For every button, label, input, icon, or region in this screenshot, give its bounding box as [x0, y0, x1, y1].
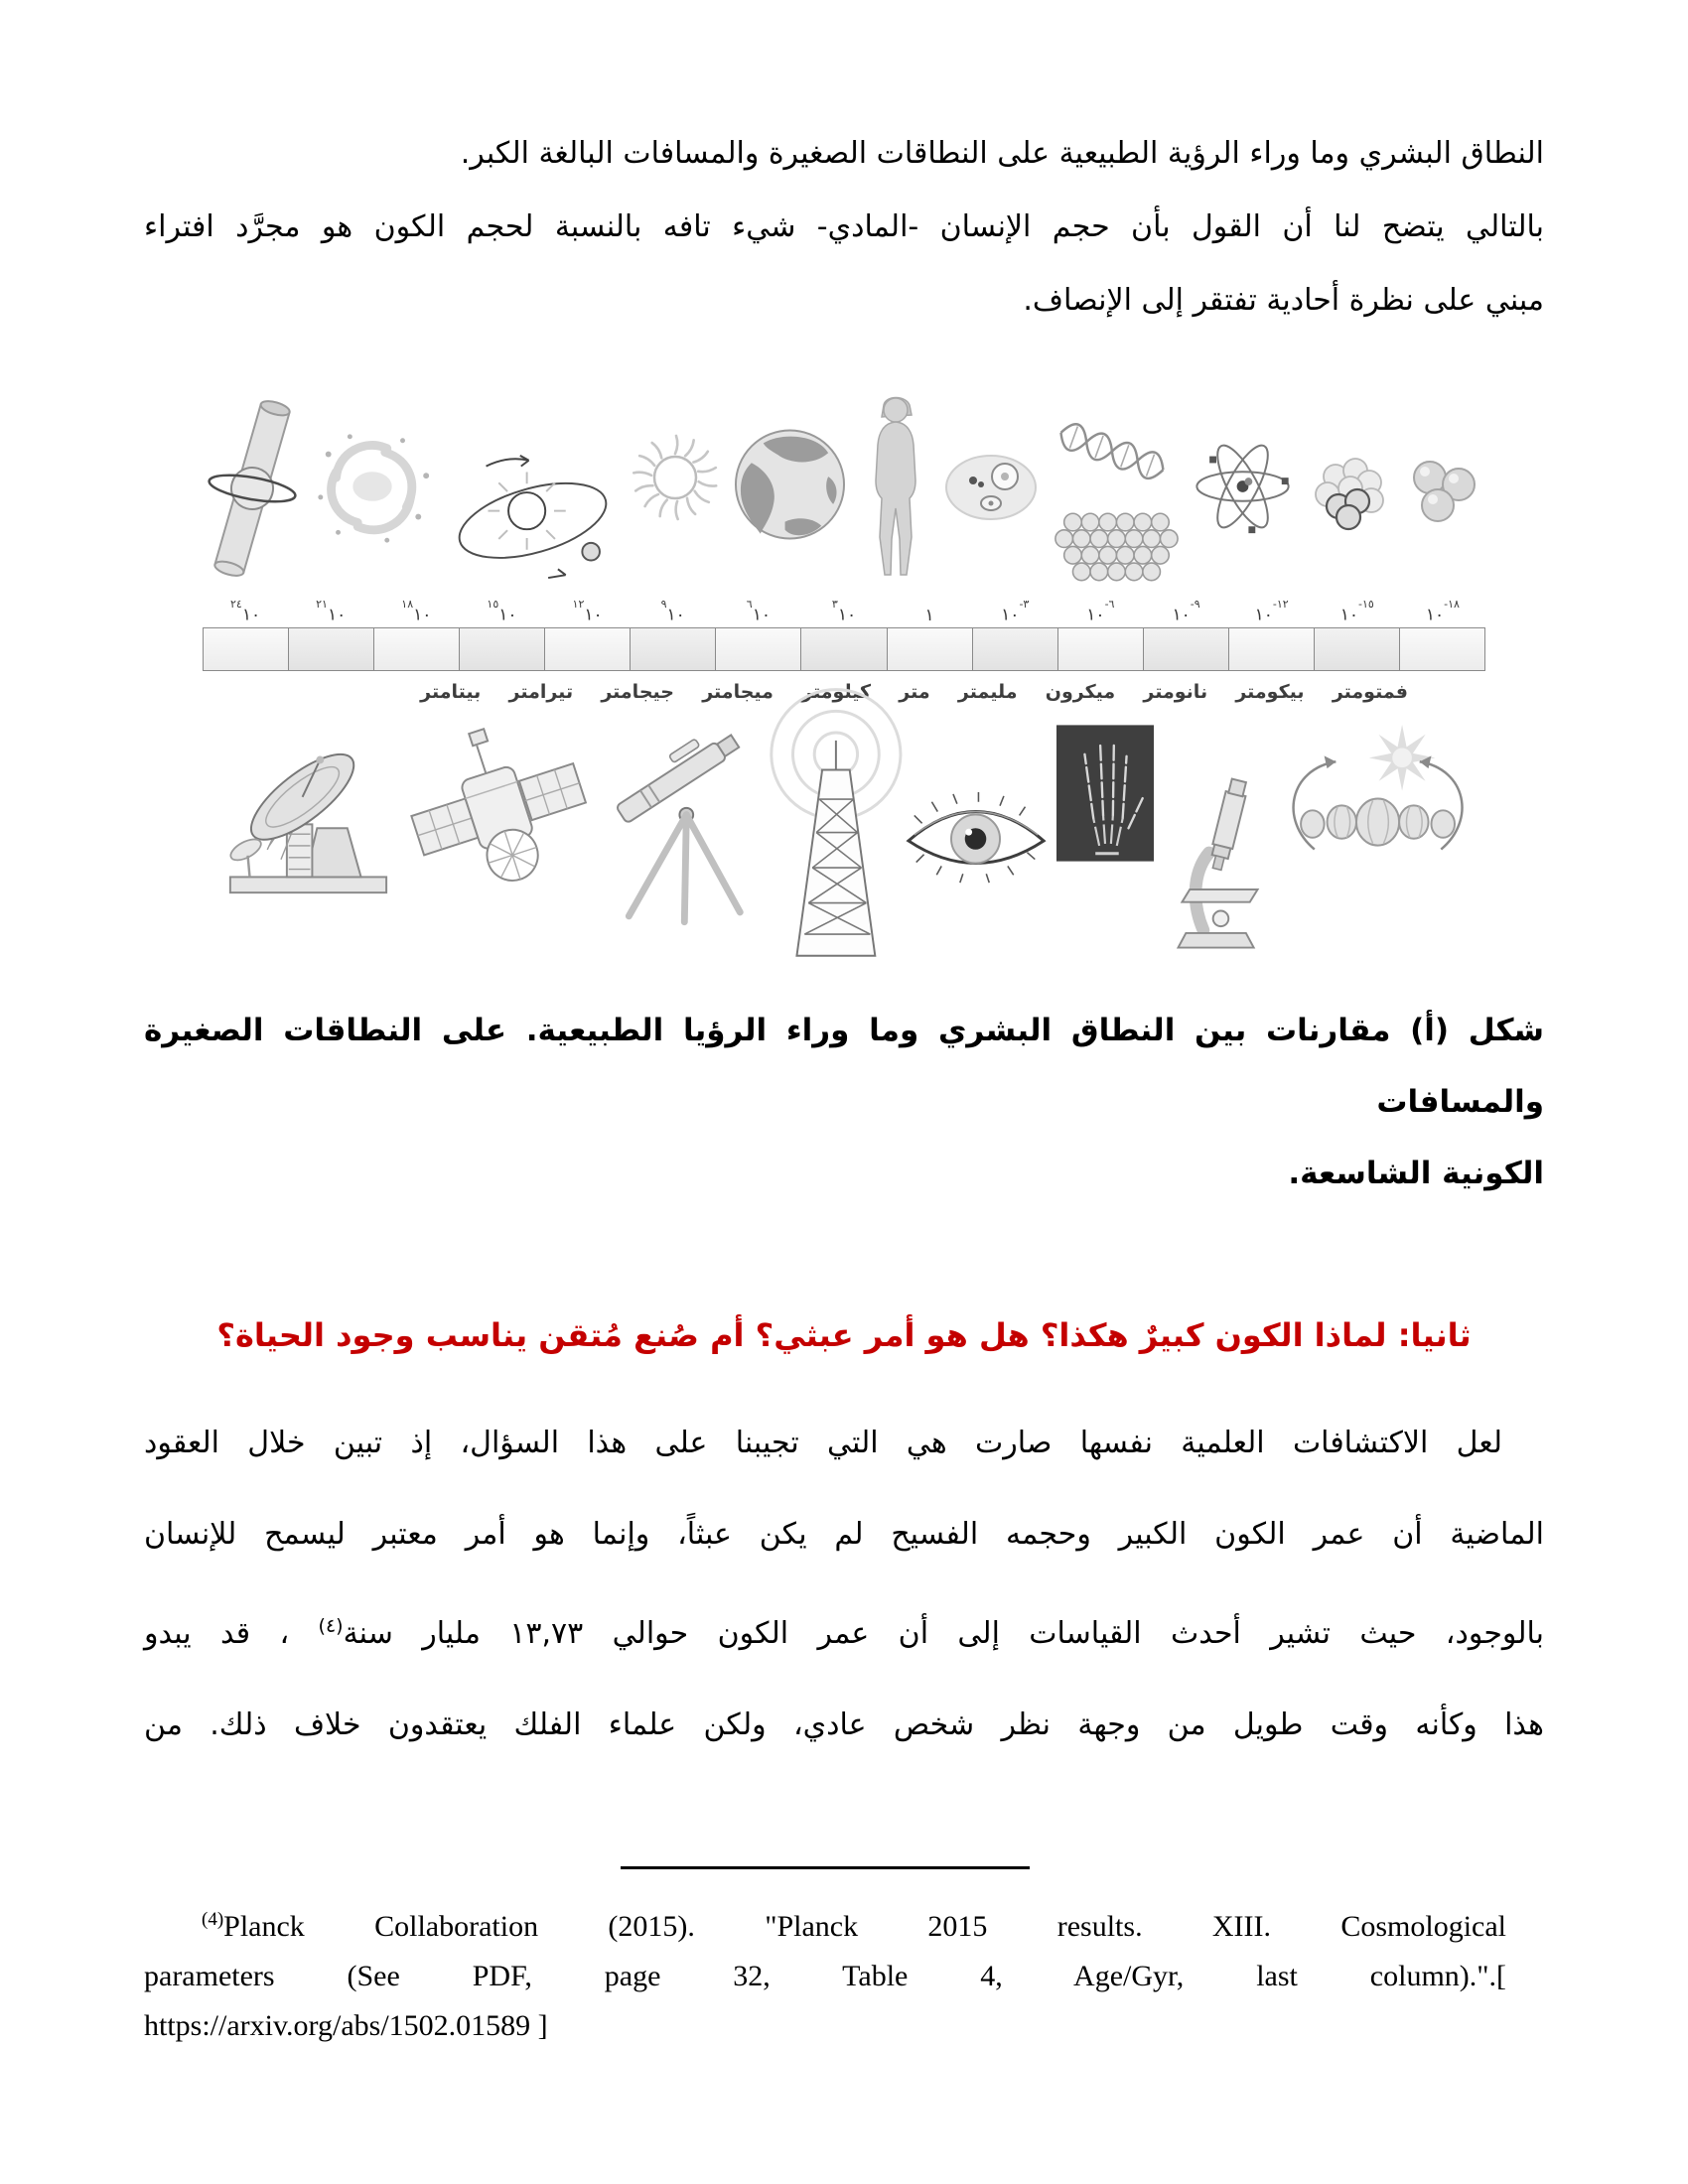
body-paragraph	[144, 1398, 1544, 1771]
body-line-3-tail: ، قد يبدو	[144, 1616, 319, 1651]
scale-unit-label: نانومتر	[1143, 681, 1208, 703]
scale-unit-label: ميكرون	[1045, 681, 1116, 703]
eye-icon	[901, 790, 1052, 887]
figure-caption-line-1: شكل (أ) مقارنات بين النطاق البشري وما وراء الرؤيا الطبيعية. على النطاقات الصغيرة والمسافات	[144, 1013, 1544, 1120]
figure-top-icons	[203, 383, 1485, 582]
ruler-cell	[1144, 628, 1229, 670]
scale-unit-label: متر	[899, 681, 930, 703]
body-line-2: الماضية أن عمر الكون الكبير وحجمه الفسيح لم يكن عبثاً، وإنما هو أمر معتبر ليسمح للإنسان	[144, 1517, 1544, 1552]
scale-power-label: $^{١٥}$١٠	[487, 598, 517, 625]
figure-caption-line-2: الكونية الشاسعة.	[1288, 1156, 1544, 1191]
scale-unit-label: تيرامتر	[508, 681, 574, 703]
ruler-cell	[204, 628, 289, 670]
body-line-3-text: بالوجود، حيث تشير أحدث القياسات إلى أن عمر الكون حوالي ١٣,٧٣ مليار سنة	[343, 1616, 1544, 1651]
particle-collision-icon	[1285, 725, 1476, 876]
scale-power-label: $^٩$١٠	[660, 598, 685, 625]
intro-paragraph	[144, 117, 1544, 338]
scale-power-label: $^٦$١٠	[746, 598, 771, 625]
footnote-marker-ar: (٤)	[318, 1615, 344, 1637]
scale-power-label: $^{١٢-}$١٠	[1254, 598, 1289, 625]
sun-icon	[629, 430, 723, 524]
ruler-cell	[1058, 628, 1144, 670]
radio-telescope-icon	[212, 731, 403, 901]
footnote-block	[144, 1866, 1506, 2051]
scale-unit-label: فمتومتر	[1332, 681, 1408, 703]
figure-bottom-icons	[203, 713, 1485, 961]
scale-ruler	[203, 627, 1485, 671]
nucleus-icon	[1306, 453, 1391, 530]
xray-hand-icon	[1056, 725, 1154, 862]
ruler-cell	[716, 628, 801, 670]
body-line-1: لعل الاكتشافات العلمية نفسها صارت هي التي تجيبنا على هذا السؤال، إذ تبين خلال العقود	[144, 1426, 1502, 1460]
footnote-url: https://arxiv.org/abs/1502.01589 ]	[144, 2009, 548, 2042]
ruler-cell	[801, 628, 887, 670]
scale-power-label: $^{٣-}$١٠	[1001, 598, 1030, 625]
figure-caption	[144, 995, 1544, 1209]
scale-power-label: $^{٩-}$١٠	[1172, 598, 1200, 625]
scale-power-label: $^{١٥-}$١٠	[1339, 598, 1374, 625]
scale-power-label: $^٣$١٠	[831, 598, 857, 625]
footnote-line-1-text: Planck Collaboration (2015). "Planck 2015 results. XIII. Cosmological	[223, 1910, 1506, 1943]
ruler-cell	[545, 628, 631, 670]
scale-units-row	[420, 681, 1408, 703]
galaxy-icon	[309, 423, 436, 554]
scale-unit-label: ميجامتر	[702, 681, 774, 703]
scale-unit-label: كيلومتر	[801, 681, 871, 703]
ruler-cell	[1400, 628, 1484, 670]
footnote-line-1	[144, 1895, 1506, 1952]
ruler-cell	[460, 628, 545, 670]
intro-line-1: النطاق البشري وما وراء الرؤية الطبيعية على النطاقات الصغيرة والمسافات البالغة الكبر.	[460, 136, 1544, 171]
scroll-column-icon	[207, 395, 298, 582]
footnote-separator	[621, 1866, 1030, 1869]
scale-power-label: ١	[924, 606, 934, 625]
scale-unit-label: بيكومتر	[1235, 681, 1305, 703]
scale-unit-label: بيتامتر	[420, 681, 482, 703]
ruler-cell	[1315, 628, 1400, 670]
optical-telescope-icon	[594, 721, 755, 931]
solar-system-icon	[447, 451, 618, 582]
intro-line-2: بالتالي يتضح لنا أن القول بأن حجم الإنسان -المادي- شيء تافه بالنسبة لحجم الكون هو مجرَّد افتراء	[144, 209, 1544, 244]
cell-icon	[944, 450, 1039, 524]
ruler-cell	[374, 628, 460, 670]
nucleons-icon	[1402, 457, 1481, 526]
atom-icon	[1192, 433, 1295, 540]
footnote-marker-en: (4)	[202, 1909, 224, 1930]
microscope-icon	[1159, 774, 1280, 965]
scale-power-label: $^{٢١}$١٠	[316, 598, 347, 625]
page-content	[144, 0, 1544, 2051]
radio-tower-icon	[760, 713, 897, 963]
scale-unit-label: مليمتر	[957, 681, 1018, 703]
earth-icon	[734, 425, 847, 544]
ruler-cell	[888, 628, 973, 670]
ruler-cell	[631, 628, 716, 670]
intro-line-3: مبني على نظرة أحادية تفتقر إلى الإنصاف.	[1023, 283, 1544, 318]
space-telescope-icon	[408, 721, 589, 901]
scale-unit-label: جيجامتر	[601, 681, 674, 703]
scale-power-label: $^{١٢}$١٠	[572, 598, 603, 625]
ruler-cell	[973, 628, 1058, 670]
human-icon	[858, 393, 933, 582]
dna-molecules-icon	[1050, 421, 1181, 582]
scale-figure	[203, 383, 1485, 961]
scale-powers-row	[203, 590, 1485, 625]
body-line-3	[144, 1580, 1544, 1680]
ruler-cell	[1229, 628, 1315, 670]
scale-power-label: $^{١٨-}$١٠	[1425, 598, 1460, 625]
footnote-line-2: parameters (See PDF, page 32, Table 4, Age/Gyr, last column).".[	[144, 1960, 1506, 1992]
scale-power-label: $^{١٨}$١٠	[401, 598, 432, 625]
ruler-cell	[289, 628, 374, 670]
body-line-4: هذا وكأنه وقت طويل من وجهة نظر شخص عادي، ولكن علماء الفلك يعتقدون خلاف ذلك. من	[144, 1707, 1544, 1742]
scale-power-label: $^{٢٤}$١٠	[230, 598, 261, 625]
scale-power-label: $^{٦-}$١٠	[1086, 598, 1115, 625]
section-heading: ثانيا: لماذا الكون كبيرٌ هكذا؟ هل هو أمر عبثي؟ أم صُنع مُتقن يناسب وجود الحياة؟	[216, 1316, 1472, 1354]
